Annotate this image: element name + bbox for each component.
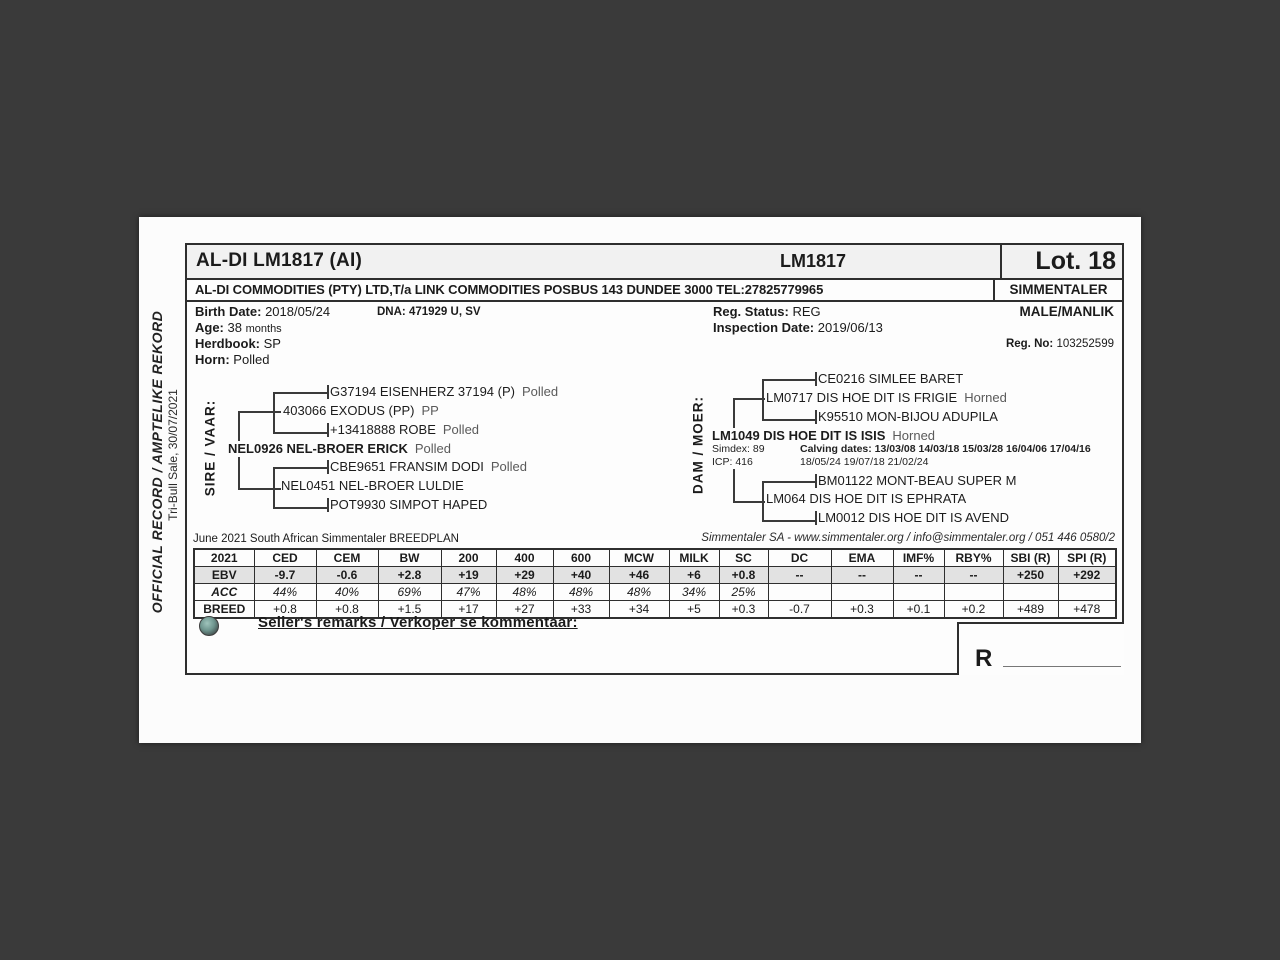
- owner-info: AL-DI COMMODITIES (PTY) LTD,T/a LINK COMMODITIES POSBUS 143 DUNDEE 3000 TEL:27825779965: [195, 282, 824, 297]
- dam-grandsire-paternal: CE0216 SIMLEE BARET: [818, 371, 964, 386]
- ebv-cell: BW: [378, 549, 441, 567]
- ebv-cell: +478: [1058, 601, 1116, 619]
- sex-label: MALE/MANLIK: [1019, 304, 1114, 319]
- pedigree-tick: [815, 372, 817, 386]
- ebv-cell: 48%: [609, 584, 669, 601]
- simmentaler-contact-caption: Simmentaler SA - www.simmentaler.org / info@simmentaler.org / 051 446 0580/2: [701, 532, 1115, 544]
- ebv-cell: 400: [496, 549, 553, 567]
- ebv-cell: SC: [719, 549, 768, 567]
- ebv-cell: 48%: [553, 584, 609, 601]
- breed-cell: [993, 280, 1122, 300]
- sire-granddam-paternal: +13418888 ROBE Polled: [330, 422, 480, 437]
- dam-sire: LM0717 DIS HOE DIT IS FRIGIE Horned: [766, 390, 1007, 405]
- reg-no-field: Reg. No: 103252599: [1005, 338, 1114, 350]
- record-card: [185, 243, 1124, 675]
- ebv-row-label: 2021: [194, 549, 254, 567]
- dam-name: LM1049 DIS HOE DIT IS ISIS Horned: [712, 428, 938, 444]
- dam-icp: ICP: 416: [712, 456, 753, 468]
- ebv-cell: +5: [669, 601, 719, 619]
- ebv-cell: +33: [553, 601, 609, 619]
- pedigree-tick: [327, 498, 329, 512]
- ebv-cell: +0.3: [719, 601, 768, 619]
- ebv-cell: +0.3: [831, 601, 893, 619]
- ebv-cell: SBI (R): [1003, 549, 1058, 567]
- ebv-cell: +489: [1003, 601, 1058, 619]
- dam-axis-label: DAM / MOER:: [690, 396, 706, 494]
- sire-name: NEL0926 NEL-BROER ERICK Polled: [228, 441, 454, 457]
- birth-date-field: Birth Date: 2018/05/24: [195, 304, 331, 319]
- horn-field: Horn: Polled: [195, 352, 270, 367]
- dam-dam: LM064 DIS HOE DIT IS EPHRATA: [766, 491, 967, 506]
- ebv-cell: [1003, 584, 1058, 601]
- ebv-cell: SPI (R): [1058, 549, 1116, 567]
- ebv-cell: +0.2: [944, 601, 1003, 619]
- ebv-table: [193, 548, 1117, 619]
- dam-grandsire-maternal: BM01122 MONT-BEAU SUPER M: [818, 473, 1017, 488]
- ebv-row-label: EBV: [194, 567, 254, 584]
- lot-cell: [1000, 245, 1122, 278]
- ebv-cell: --: [768, 567, 831, 584]
- document-page: [139, 217, 1141, 743]
- ebv-cell: 47%: [441, 584, 496, 601]
- ebv-cell: +250: [1003, 567, 1058, 584]
- ebv-cell: MCW: [609, 549, 669, 567]
- ebv-cell: 40%: [316, 584, 378, 601]
- lot-number: Lot. 18: [1035, 247, 1116, 275]
- pedigree-tick: [815, 474, 817, 488]
- currency-symbol: R: [975, 645, 993, 672]
- ebv-cell: -0.6: [316, 567, 378, 584]
- ebv-cell: 600: [553, 549, 609, 567]
- sire-grandsire-maternal: CBE9651 FRANSIM DODI Polled: [330, 459, 528, 474]
- reg-status-field: Reg. Status: REG: [713, 304, 821, 319]
- pedigree-tick: [327, 460, 329, 474]
- ebv-cell: IMF%: [893, 549, 944, 567]
- pedigree-tick: [327, 385, 329, 399]
- ebv-cell: +19: [441, 567, 496, 584]
- dna-field: DNA: 471929 U, SV: [377, 306, 481, 318]
- ebv-row-label: BREED: [194, 601, 254, 619]
- ebv-cell: +0.8: [316, 601, 378, 619]
- ebv-cell: -0.7: [768, 601, 831, 619]
- ebv-cell: 44%: [254, 584, 316, 601]
- sire-granddam-maternal: POT9930 SIMPOT HAPED: [330, 497, 488, 512]
- ebv-cell: [831, 584, 893, 601]
- ebv-cell: 34%: [669, 584, 719, 601]
- price-blank-line: [1003, 666, 1121, 667]
- ebv-cell: +292: [1058, 567, 1116, 584]
- ebv-cell: +29: [496, 567, 553, 584]
- owner-bar: [187, 280, 1122, 302]
- ebv-cell: +17: [441, 601, 496, 619]
- ebv-cell: 69%: [378, 584, 441, 601]
- dam-calving-dates-line2: 18/05/24 19/07/18 21/02/24: [800, 456, 929, 468]
- pedigree-tick: [815, 511, 817, 525]
- ebv-cell: +0.1: [893, 601, 944, 619]
- ebv-cell: +46: [609, 567, 669, 584]
- ebv-cell: --: [831, 567, 893, 584]
- ebv-cell: RBY%: [944, 549, 1003, 567]
- dam-calving-dates-line1: Calving dates: 13/03/08 14/03/18 15/03/28 16/04/06 17/04/16: [800, 443, 1091, 455]
- official-record-vertical-label: OFFICIAL RECORD / AMPTELIKE REKORD: [149, 310, 165, 614]
- animal-title: AL-DI LM1817 (AI): [196, 250, 362, 271]
- pedigree-tick: [327, 423, 329, 437]
- ebv-row-label: ACC: [194, 584, 254, 601]
- sire-dam: NEL0451 NEL-BROER LULDIE: [281, 478, 464, 493]
- breed-name: SIMMENTALER: [1009, 282, 1108, 297]
- ebv-cell: +6: [669, 567, 719, 584]
- pedigree-tick: [815, 410, 817, 424]
- ebv-cell: +0.8: [254, 601, 316, 619]
- ebv-cell: DC: [768, 549, 831, 567]
- sellers-remarks-label: Seller's remarks / Verkoper se kommentaar:: [258, 614, 578, 631]
- ebv-cell: -9.7: [254, 567, 316, 584]
- ebv-cell: [944, 584, 1003, 601]
- ebv-cell: 48%: [496, 584, 553, 601]
- dam-simdex: Simdex: 89: [712, 443, 765, 455]
- ebv-cell: +27: [496, 601, 553, 619]
- ebv-cell: MILK: [669, 549, 719, 567]
- age-field: Age: 38 months: [195, 320, 282, 335]
- globe-icon: [199, 616, 219, 636]
- breedplan-caption: June 2021 South African Simmentaler BREEDPLAN: [193, 533, 459, 545]
- ebv-cell: +0.8: [719, 567, 768, 584]
- sire-grandsire-paternal: G37194 EISENHERZ 37194 (P) Polled: [330, 384, 559, 399]
- dam-granddam-maternal: LM0012 DIS HOE DIT IS AVEND: [818, 510, 1009, 525]
- sire-sire: 403066 EXODUS (PP) PP: [283, 403, 439, 418]
- ebv-cell: [893, 584, 944, 601]
- ebv-cell: +40: [553, 567, 609, 584]
- sale-date-vertical-label: Tri-Bull Sale, 30/07/2021: [166, 389, 180, 521]
- ebv-cell: 200: [441, 549, 496, 567]
- sire-axis-label: SIRE / VAAR:: [202, 399, 218, 497]
- ebv-cell: [768, 584, 831, 601]
- animal-id: LM1817: [780, 251, 847, 271]
- dam-granddam-paternal: K95510 MON-BIJOU ADUPILA: [818, 409, 998, 424]
- ebv-cell: +34: [609, 601, 669, 619]
- ebv-cell: CED: [254, 549, 316, 567]
- ebv-cell: 25%: [719, 584, 768, 601]
- ebv-cell: --: [893, 567, 944, 584]
- ebv-cell: EMA: [831, 549, 893, 567]
- herdbook-field: Herdbook: SP: [195, 336, 281, 351]
- ebv-cell: [1058, 584, 1116, 601]
- ebv-cell: --: [944, 567, 1003, 584]
- price-box: [957, 622, 1124, 675]
- ebv-cell: CEM: [316, 549, 378, 567]
- inspection-date-field: Inspection Date: 2019/06/13: [713, 320, 883, 335]
- ebv-cell: +1.5: [378, 601, 441, 619]
- title-bar: [187, 245, 1122, 280]
- ebv-cell: +2.8: [378, 567, 441, 584]
